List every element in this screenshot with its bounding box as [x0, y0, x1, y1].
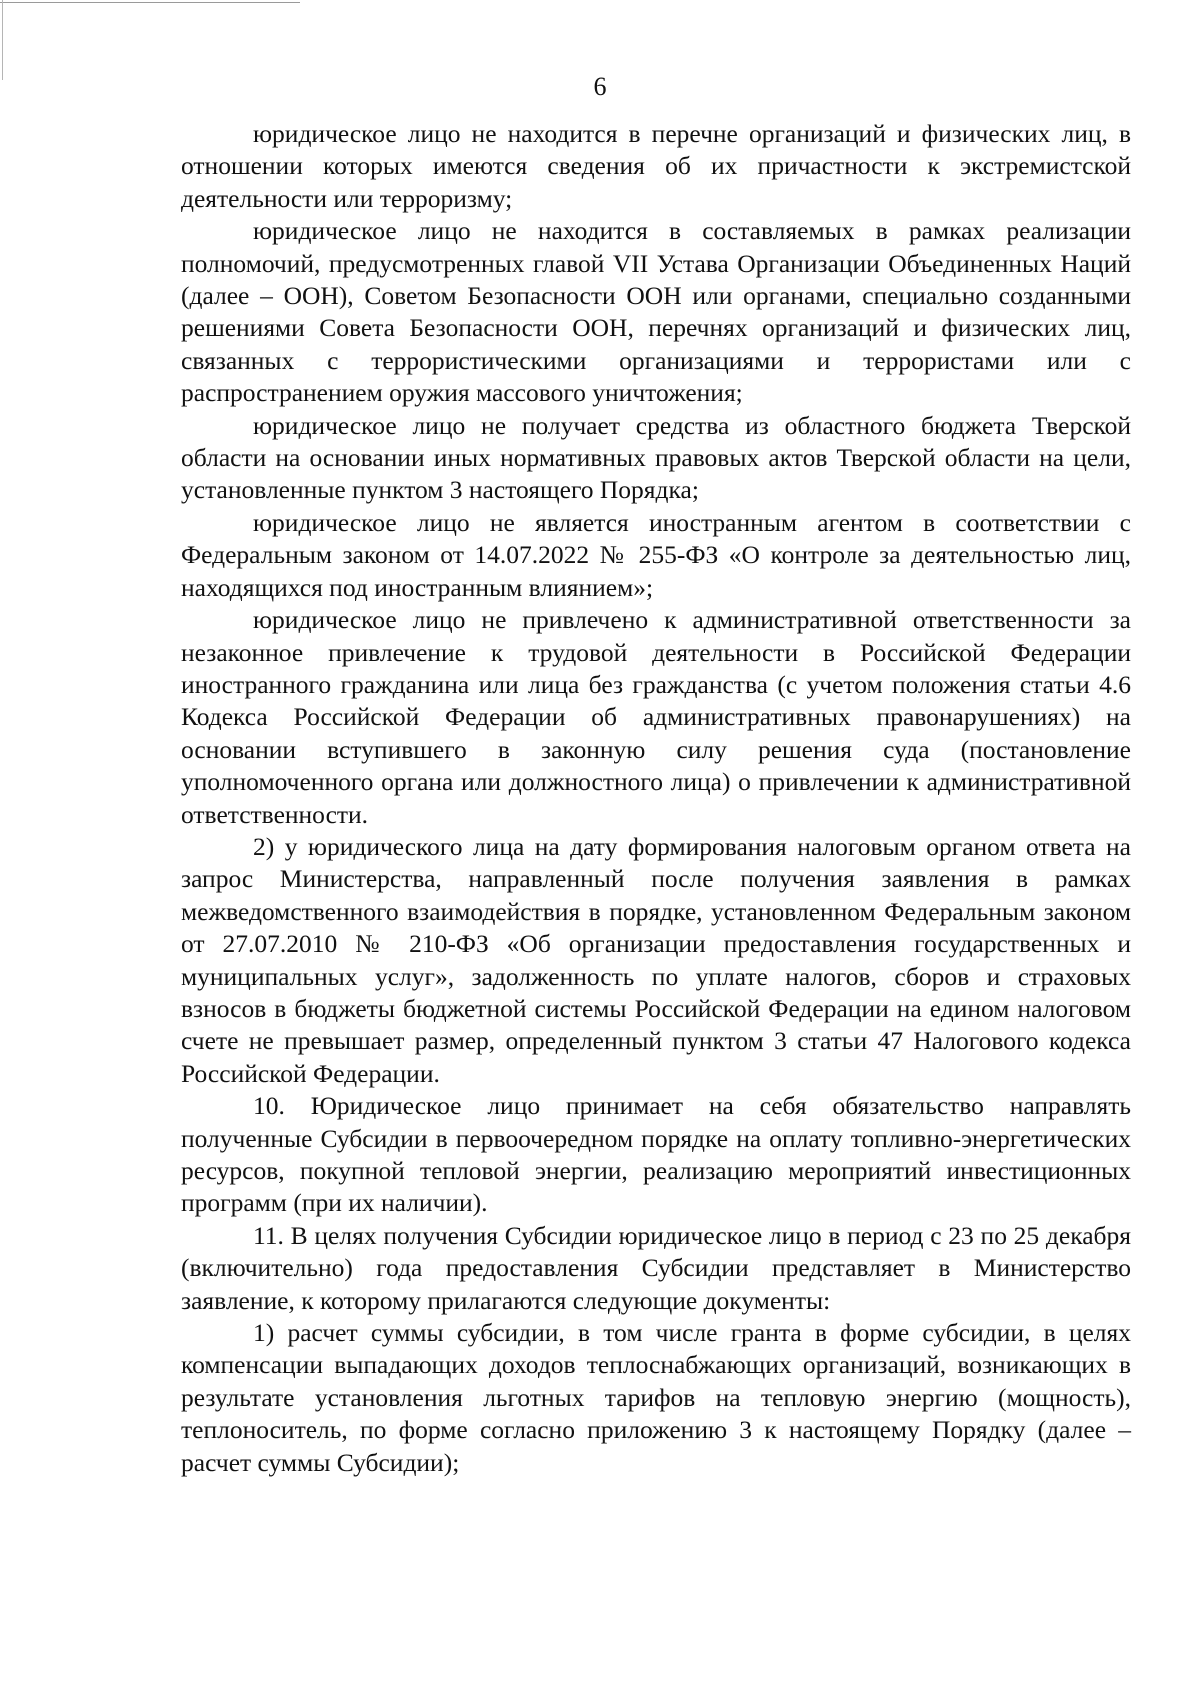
paragraph-clause-10: 10. Юридическое лицо принимает на себя обязательство направлять полученные Субсидии в первоочередном порядке на оплату топливно-энергетических ресурсов, покупной тепловой энергии, реализацию мероприятий инвестиционных программ (при их наличии).: [181, 1091, 1131, 1218]
scan-edge-line: [0, 2, 300, 3]
page-number: 6: [593, 72, 607, 101]
document-body: [181, 118, 1131, 1479]
paragraph-extremism: юридическое лицо не находится в перечне организаций и физических лиц, в отношении которых имеются сведения об их причастности к экстремистской деятельности или терроризму;: [181, 119, 1131, 213]
paragraph-regional-budget: юридическое лицо не получает средства из областного бюджета Тверской области на основании иных нормативных правовых актов Тверской области на цели, установленные пунктом 3 настоящего Порядка;: [181, 410, 1131, 505]
paragraph-administrative-liability: юридическое лицо не привлечено к административной ответственности за незаконное привлечение к трудовой деятельности в Российской Федерации иностранного гражданина или лица без гражданства (с учетом положения статьи 4.6 Кодекса Российской Федерации об административных правонарушениях) на основании вступившего в законную силу решения суда (постановление уполномоченного органа или должностного лица) о привлечении к административной ответственности.: [181, 605, 1131, 829]
paragraph-un-sanctions: юридическое лицо не находится в составляемых в рамках реализации полномочий, предусмотренных главой VII Устава Организации Объединенных Наций (далее – ООН), Советом Безопасности ООН или органами, специально созданными решениями Совета Безопасности ООН, перечнях организаций и физических лиц, связанных с террористическими организациями и террористами или с распространением оружия массового уничтожения;: [181, 216, 1131, 408]
paragraph-foreign-agent: юридическое лицо не является иностранным агентом в соответствии с Федеральным законом от 14.07.2022 № 255-ФЗ «О контроле за деятельностью лиц, находящихся под иностранным влиянием»;: [181, 507, 1131, 602]
paragraph-tax-debt: 2) у юридического лица на дату формирования налоговым органом ответа на запрос Министерства, направленный после получения заявления в рамках межведомственного взаимодействия в порядке, установленном Федеральным законом от 27.07.2010 № 210-ФЗ «Об организации предоставления государственных и муниципальных услуг», задолженность по уплате налогов, сборов и страховых взносов в бюджеты бюджетной системы Российской Федерации на едином налоговом счете не превышает размер, определенный пунктом 3 статьи 47 Налогового кодекса Российской Федерации.: [181, 831, 1131, 1088]
paragraph-subsidy-calculation: 1) расчет суммы субсидии, в том числе гранта в форме субсидии, в целях компенсации выпадающих доходов теплоснабжающих организаций, возникающих в результате установления льготных тарифов на тепловую энергию (мощность), теплоноситель, по форме согласно приложению 3 к настоящему Порядку (далее – расчет суммы Субсидии);: [181, 1318, 1131, 1477]
paragraph-clause-11: 11. В целях получения Субсидии юридическое лицо в период с 23 по 25 декабря (включительно) года предоставления Субсидии представляет в Министерство заявление, к которому прилагаются следующие документы:: [181, 1220, 1131, 1315]
scan-edge-line: [2, 0, 3, 80]
